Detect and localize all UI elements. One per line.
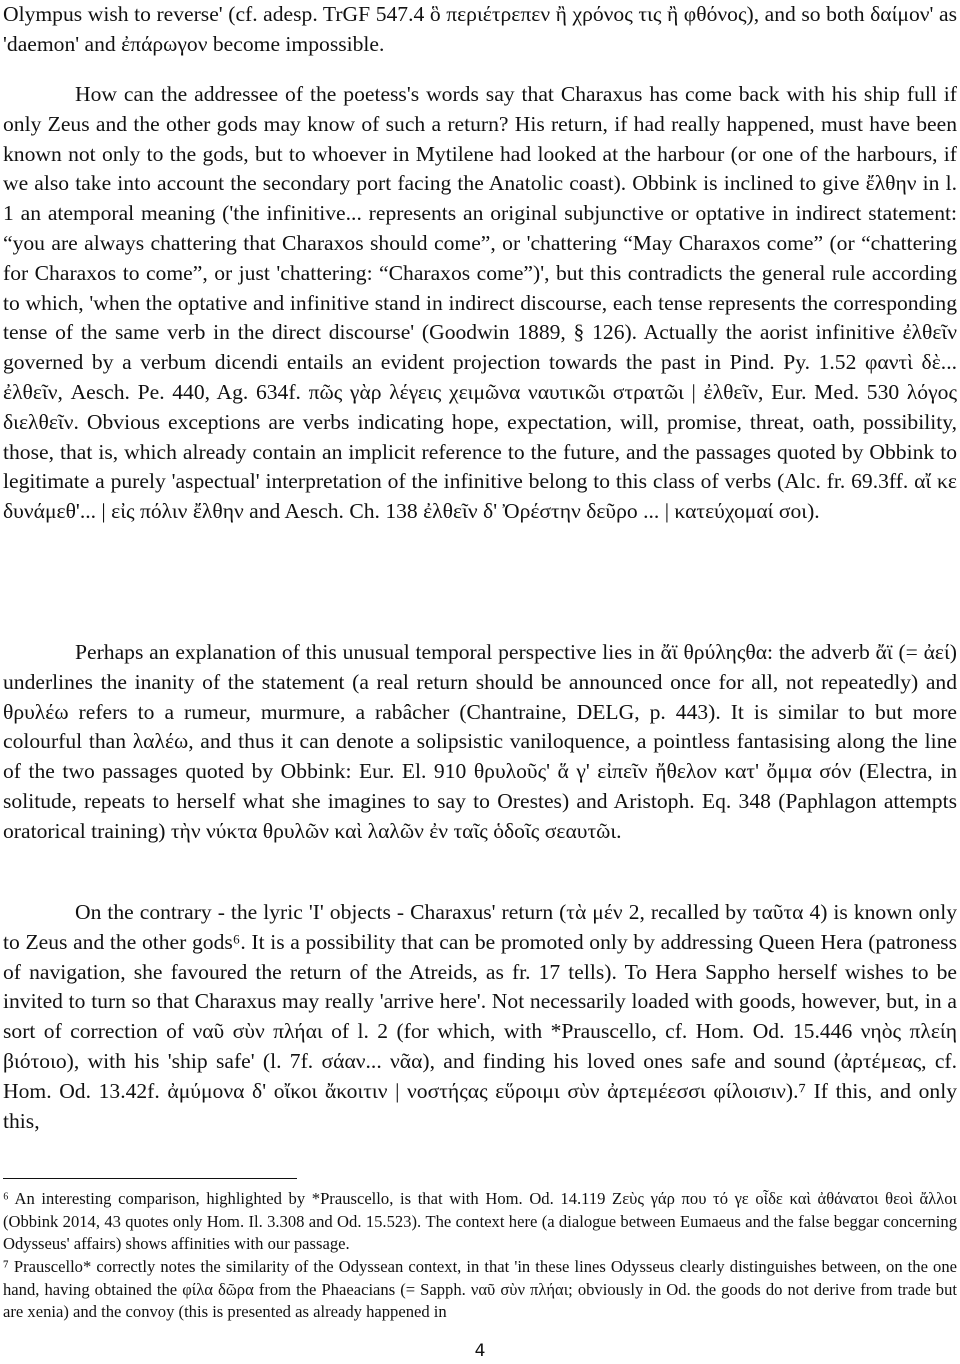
footnote-separator	[3, 1178, 297, 1179]
paragraph-4: On the contrary - the lyric 'I' objects - Charaxus' return (τὰ μέν 2, recalled by ταῦτα 4) is known only to Zeus and the other gods⁶. It is a possibility that can be promoted only by addressing Queen Hera (patroness of navigation, she favoured the return of the Atreids, as fr. 17 tells). To Hera Sappho herself wishes to be invited to turn so that Charaxus may really 'arrive here'. Not necessarily loaded with goods, however, but, in a sort of correction of ναῦ σὺν πλήαι of l. 2 (for which, with *Prauscello, cf. Hom. Od. 15.446 νηὸς πλείη βιότοιο), with his 'ship safe' (l. 7f. σάαν... νᾶα), and finding his loved ones safe and sound (ἀρτέμεας, cf. Hom. Od. 13.42f. ἀμύμονα δ' οἴκοι ἄκοιτιν | νοστήςας εὕροιμι σὺν ἀρτεμέεσσι φίλοισιν).⁷ If this, and only this,	[3, 900, 957, 1133]
footnote-7: ⁷ Prauscello* correctly notes the similarity of the Odyssean context, in that 'in these lines Odysseus clearly distinguishes between, on the one hand, having obtained the φίλα δῶρα from the Phaeacians (= Sapph. ναῦ σὺν πλήαι; obviously in Od. the goods do not derive from trade but are xenia) and the convoy (this is presented as already happened in	[3, 1257, 957, 1322]
paragraph-2: How can the addressee of the poetess's words say that Charaxus has come back with his ship full if only Zeus and the other gods may know of such a return? His return, if had really happened, must have been known not only to the gods, but to whoever in Mytilene had looked at the harbour (or one of the harbours, if we also take into account the secondary port facing the Anatolic coast). Obbink is inclined to give ἔλθην in l. 1 an atemporal meaning ('the infinitive... represents an original subjunctive or optative in indirect statement: “you are always chattering that Charaxos should come”, or 'chattering “May Charaxos come” (or “chattering for Charaxos to come”, or just 'chattering: “Charaxos come”)', but this contradicts the general rule according to which, 'when the optative and infinitive stand in indirect discourse, each tense represents the corresponding tense of the same verb in the direct discourse' (Goodwin 1889, § 126). Actually the aorist infinitive ἐλθεῖν governed by a verbum dicendi entails an evident projection towards the past in Pind. Py. 1.52 φαντὶ δὲ... ἐλθεῖν, Aesch. Pe. 440, Ag. 634f. πῶς γὰρ λέγεις χειμῶνα ναυτικῶι στρατῶι | ἐλθεῖν, Eur. Med. 530 λόγος διελθεῖν. Obvious exceptions are verbs indicating hope, expectation, will, promise, threat, oath, possibility, those, that is, which already contain an implicit reference to the future, and the passages quoted by Obbink to legitimate a purely 'aspectual' interpretation of the infinitive belong to this class of verbs (Alc. fr. 69.3ff. αἴ κε δυνάμεθ'... | εἰς πόλιν ἔλθην and Aesch. Ch. 138 ἐλθεῖν δ' Ὀρέστην δεῦρο ... | κατεύχομαί σοι).	[3, 82, 957, 524]
page-number: 4	[474, 1341, 486, 1361]
footnote-6: ⁶ An interesting comparison, highlighted by *Prauscello, is that with Hom. Od. 14.119 Ζεὺς γάρ που τό γε οἶδε καὶ ἀθάνατοι θεοὶ ἄλλοι (Obbink 2014, 43 quotes only Hom. Il. 3.308 and Od. 15.523). The context here (a dialogue between Eumaeus and the false beggar concerning Odysseus' affairs) shows affinities with our passage.	[3, 1189, 957, 1254]
paragraph-1: Olympus wish to reverse' (cf. adesp. TrGF 547.4 ὃ περιέτρεπεν ἢ χρόνος τις ἢ φθόνος), and so both δαίμον' as 'daemon' and ἐπάρωγον become impossible.	[3, 2, 957, 56]
paragraph-3: Perhaps an explanation of this unusual temporal perspective lies in ἄϊ θρύληςθα: the adverb ἄϊ (= ἀεί) underlines the inanity of the statement (a real return should be announced once for all, not repeatedly) and θρυλέω refers to a rumeur, murmure, a rabâcher (Chantraine, DELG, p. 443). It is similar to but more colourful than λαλέω, and thus it can denote a solipsistic vaniloquence, a pointless fantasising along the line of the two passages quoted by Obbink: Eur. El. 910 θρυλοῦς' ἅ γ' εἰπεῖν ἤθελον κατ' ὄμμα σόν (Electra, in solitude, repeats to herself what she imagines to say to Orestes) and Aristoph. Eq. 348 (Paphlagon attempts oratorical training) τὴν νύκτα θρυλῶν καὶ λαλῶν ἐν ταῖς ὁδοῖς σεαυτῶι.	[3, 640, 957, 843]
